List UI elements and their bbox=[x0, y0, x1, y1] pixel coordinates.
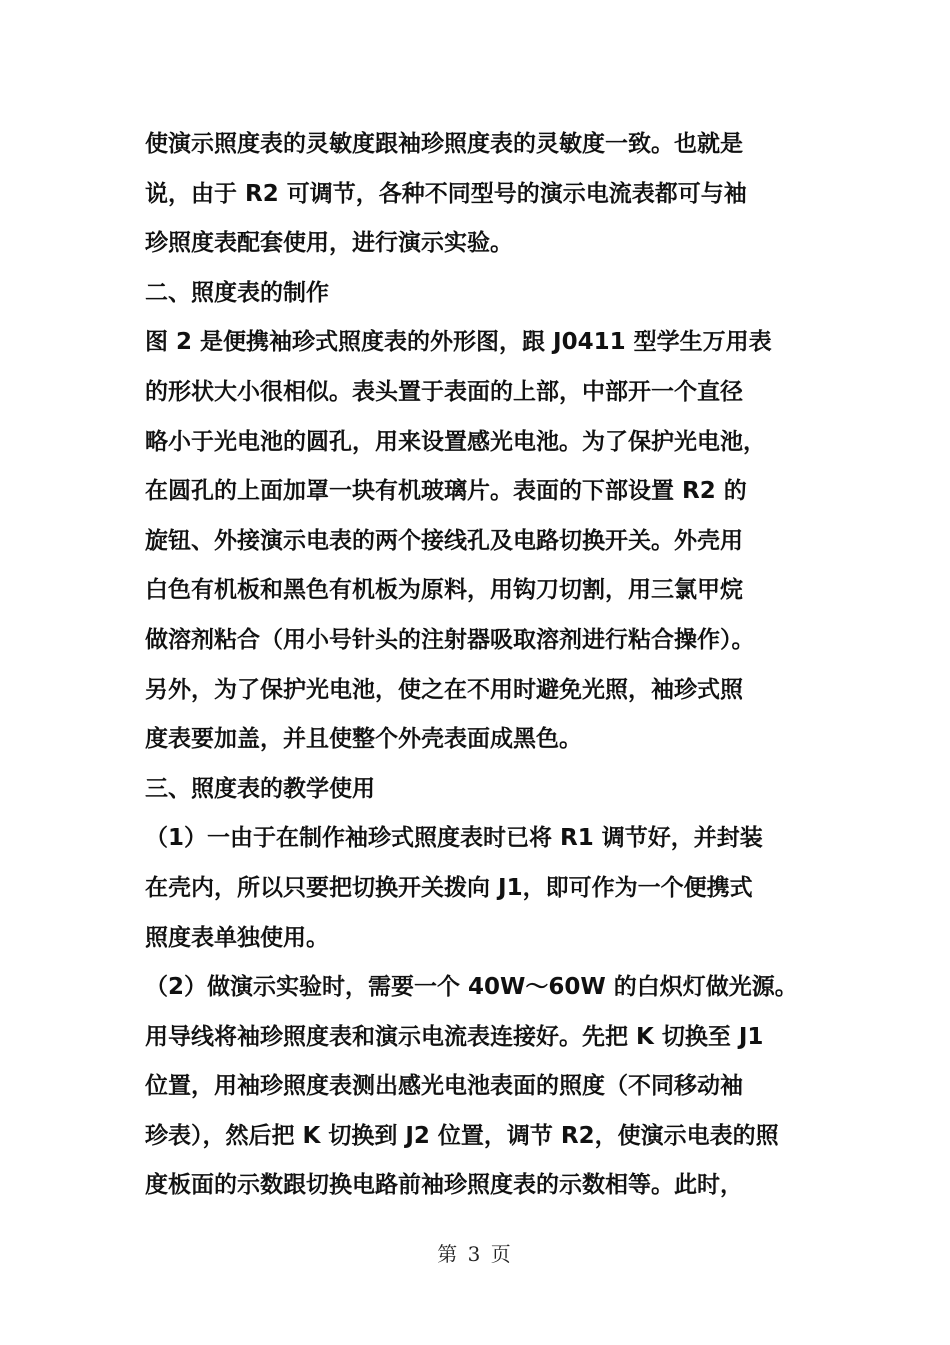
text-line: 的形状大小很相似。表头置于表面的上部，中部开一个直径 bbox=[145, 378, 743, 405]
text-line: 另外，为了保护光电池，使之在不用时避免光照，袖珍式照 bbox=[145, 676, 743, 703]
section-heading: 二、照度表的制作 bbox=[145, 279, 329, 306]
text-line: 做溶剂粘合（用小号针头的注射器吸取溶剂进行粘合操作）。 bbox=[145, 626, 755, 653]
text-line: 使演示照度表的灵敏度跟袖珍照度表的灵敏度一致。也就是 bbox=[145, 131, 743, 157]
text-line: 位置，用袖珍照度表测出感光电池表面的照度（不同移动袖 bbox=[145, 1073, 743, 1100]
text-line: 度板面的示数跟切换电路前袖珍照度表的示数相等。此时， bbox=[145, 1172, 743, 1199]
section-heading: 三、照度表的教学使用 bbox=[145, 775, 375, 802]
text-line: 旋钮、外接演示电表的两个接线孔及电路切换开关。外壳用 bbox=[145, 527, 743, 554]
text-line: （1）一由于在制作袖珍式照度表时已将 R1 调节好，并封装 bbox=[145, 825, 763, 852]
text-line: 在圆孔的上面加罩一块有机玻璃片。表面的下部设置 R2 的 bbox=[145, 478, 747, 505]
text-line: （2）做演示实验时，需要一个 40W～60W 的白炽灯做光源。 bbox=[145, 974, 798, 1001]
text-line: 珍照度表配套使用，进行演示实验。 bbox=[145, 230, 513, 257]
text-line: 略小于光电池的圆孔，用来设置感光电池。为了保护光电池， bbox=[145, 428, 766, 455]
text-line: 在壳内，所以只要把切换开关拨向 J1，即可作为一个便携式 bbox=[145, 874, 753, 901]
text-line: 图 2 是便携袖珍式照度表的外形图，跟 J0411 型学生万用表 bbox=[145, 329, 772, 356]
body-text bbox=[145, 120, 810, 1211]
text-line: 珍表），然后把 K 切换到 J2 位置，调节 R2，使演示电表的照 bbox=[145, 1122, 779, 1149]
text-line: 度表要加盖，并且使整个外壳表面成黑色。 bbox=[145, 726, 582, 753]
text-line: 照度表单独使用。 bbox=[145, 924, 329, 951]
text-line: 说，由于 R2 可调节，各种不同型号的演示电流表都可与袖 bbox=[145, 180, 747, 207]
text-line: 白色有机板和黑色有机板为原料，用钩刀切割，用三氯甲烷 bbox=[145, 577, 743, 604]
text-line: 用导线将袖珍照度表和演示电流表连接好。先把 K 切换至 J1 bbox=[145, 1023, 764, 1050]
page-number: 第 3 页 bbox=[437, 1242, 513, 1266]
